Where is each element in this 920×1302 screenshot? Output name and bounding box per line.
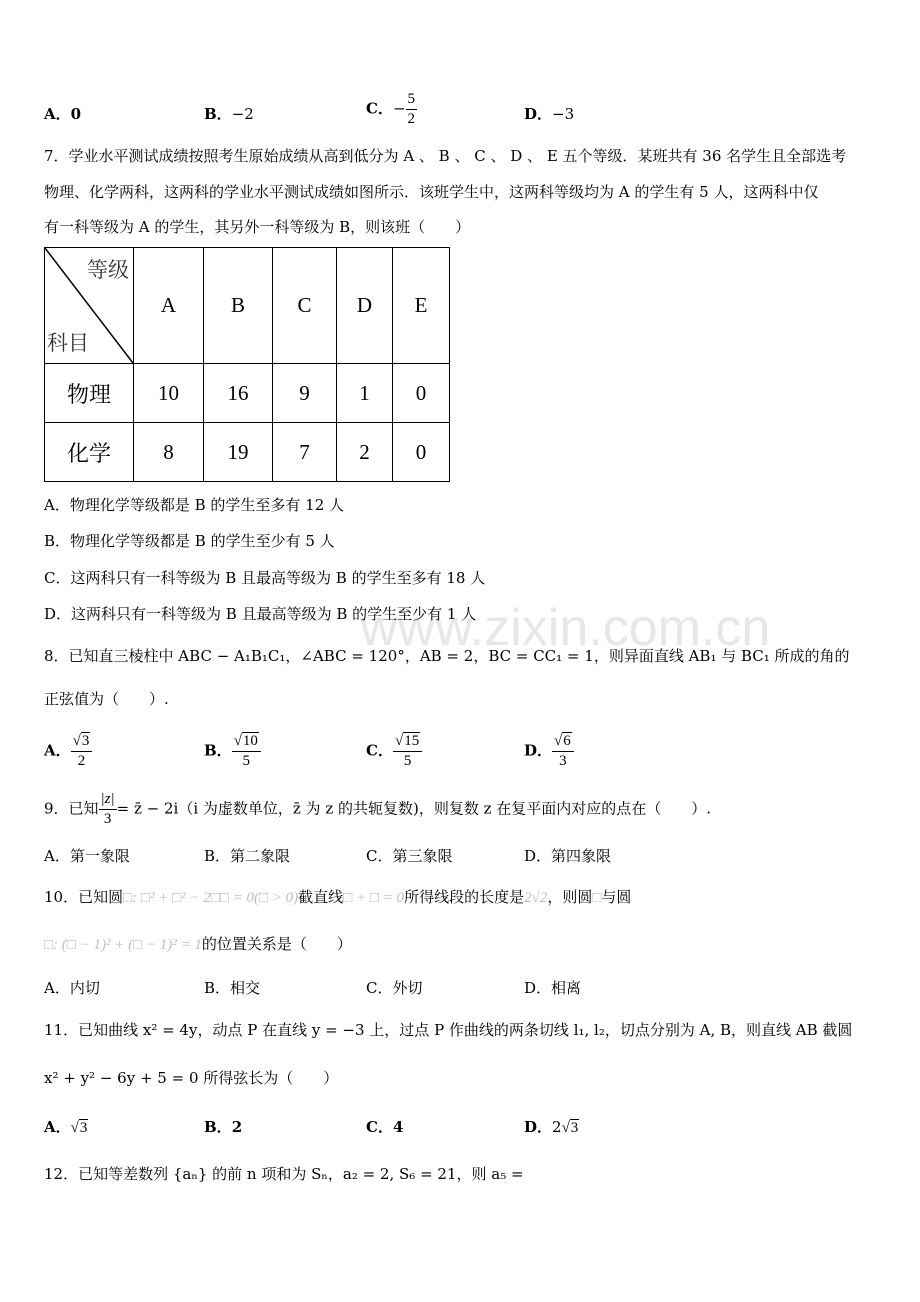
table-row bbox=[45, 423, 450, 482]
q11-option-d[interactable]: D．2√3 bbox=[524, 1118, 579, 1136]
table-cell: 8 bbox=[134, 423, 204, 482]
q10-option-c[interactable]: C．外切 bbox=[366, 979, 423, 997]
table-header-cell: A bbox=[134, 248, 204, 364]
q9-option-c[interactable]: C．第三象限 bbox=[366, 847, 453, 865]
q9-stem: 9．已知 $\frac{|z|}{3}$ = z̄ − 2i（i 为虚数单位，z̄ 为 z 的共轭复数)，则复数 z 在复平面内对应的点在（ ）. bbox=[44, 791, 712, 827]
q6-option-a[interactable]: A．0 bbox=[44, 105, 82, 123]
q8-option-a[interactable]: A． $\frac{√3}{2}$ bbox=[44, 732, 92, 771]
table-cell: 2 bbox=[337, 423, 393, 482]
q9-option-b[interactable]: B．第二象限 bbox=[204, 847, 291, 865]
q11-stem-line2: x² + y² − 6y + 5 = 0 所得弦长为（ ） bbox=[44, 1069, 339, 1087]
table-header-cell: B bbox=[204, 248, 273, 364]
q11-stem-line1: 11．已知曲线 x² = 4y，动点 P 在直线 y = −3 上，过点 P 作曲线的两条切线 l₁, l₂，切点分别为 A, B，则直线 AB 截圆 bbox=[44, 1021, 853, 1039]
q9-option-a[interactable]: A．第一象限 bbox=[44, 847, 130, 865]
table-row-subject: 化学 bbox=[45, 423, 134, 482]
q6-option-d[interactable]: D．−3 bbox=[524, 105, 575, 123]
table-row-subject: 物理 bbox=[45, 364, 134, 423]
q7-stem-line2: 物理、化学两科，这两科的学业水平测试成绩如图所示．该班学生中，这两科等级均为 A 的学生有 5 人，这两科中仅 bbox=[44, 183, 819, 201]
q10-option-b[interactable]: B．相交 bbox=[204, 979, 261, 997]
q12-stem: 12．已知等差数列 {aₙ} 的前 n 项和为 Sₙ，a₂ = 2, S₆ = 21，则 a₅ = bbox=[44, 1165, 524, 1183]
table-header-cell: C bbox=[273, 248, 337, 364]
q7-stem-line3: 有一科等级为 A 的学生，其另外一科等级为 B，则该班（ ） bbox=[44, 218, 471, 236]
table-cell: 19 bbox=[204, 423, 273, 482]
table-cell: 16 bbox=[204, 364, 273, 423]
q9-fraction: $\frac{|z|}{3}$ bbox=[100, 791, 115, 827]
table-cell: 10 bbox=[134, 364, 204, 423]
q8-option-d[interactable]: D． $\frac{√6}{3}$ bbox=[524, 732, 574, 771]
table-cell: 0 bbox=[393, 364, 450, 423]
q10-option-d[interactable]: D．相离 bbox=[524, 979, 582, 997]
table-cell: 7 bbox=[273, 423, 337, 482]
q8-stem-line2: 正弦值为（ ）. bbox=[44, 690, 169, 708]
q7-stem-line1: 7．学业水平测试成绩按照考生原始成绩从高到低分为 A 、 B 、 C 、 D 、 E 五个等级．某班共有 36 名学生且全部选考 bbox=[44, 147, 847, 165]
corner-label-grade: 等级 bbox=[87, 258, 129, 282]
q10-stem-line2: □: (□ − 1)² + (□ − 1)² = 1的位置关系是（ ） bbox=[44, 935, 352, 953]
table-row bbox=[45, 364, 450, 423]
table-corner-cell bbox=[45, 248, 134, 364]
q7-option-c[interactable]: C．这两科只有一科等级为 B 且最高等级为 B 的学生至多有 18 人 bbox=[44, 569, 486, 587]
q7-option-b[interactable]: B．物理化学等级都是 B 的学生至少有 5 人 bbox=[44, 532, 335, 550]
q8-option-c[interactable]: C． $\frac{√15}{5}$ bbox=[366, 732, 422, 771]
q8-stem-line1: 8．已知直三棱柱中 ABC − A₁B₁C₁，∠ABC = 120°，AB = 2，BC = CC₁ = 1，则异面直线 AB₁ 与 BC₁ 所成的角的 bbox=[44, 647, 850, 665]
table-cell: 0 bbox=[393, 423, 450, 482]
q6-c-fraction: $\frac{5}{2}$ bbox=[407, 91, 416, 127]
q9-option-d[interactable]: D．第四象限 bbox=[524, 847, 612, 865]
q7-option-d[interactable]: D．这两科只有一科等级为 B 且最高等级为 B 的学生至少有 1 人 bbox=[44, 605, 477, 623]
q11-option-a[interactable]: A．√3 bbox=[44, 1118, 88, 1136]
watermark: www.zixin.com.cn bbox=[360, 599, 771, 657]
q6-option-b[interactable]: B．−2 bbox=[204, 105, 254, 123]
grade-table bbox=[44, 247, 450, 482]
table-header-cell: D bbox=[337, 248, 393, 364]
q7-option-a[interactable]: A．物理化学等级都是 B 的学生至多有 12 人 bbox=[44, 496, 345, 514]
table-header-cell: E bbox=[393, 248, 450, 364]
q11-option-b[interactable]: B．2 bbox=[204, 1118, 243, 1136]
q10-stem-line1: 10．已知圆□: □² + □² − 2□□ = 0(□ > 0)截直线□ + □ = 0所得线段的长度是2√2，则圆□与圆 bbox=[44, 888, 632, 906]
table-cell: 9 bbox=[273, 364, 337, 423]
q8-option-b[interactable]: B． $\frac{√10}{5}$ bbox=[204, 732, 261, 771]
corner-label-subject: 科目 bbox=[47, 331, 89, 355]
q6-option-c[interactable]: C．− $\frac{5}{2}$ bbox=[366, 91, 416, 127]
q11-option-c[interactable]: C．4 bbox=[366, 1118, 404, 1136]
q10-option-a[interactable]: A．内切 bbox=[44, 979, 100, 997]
table-cell: 1 bbox=[337, 364, 393, 423]
